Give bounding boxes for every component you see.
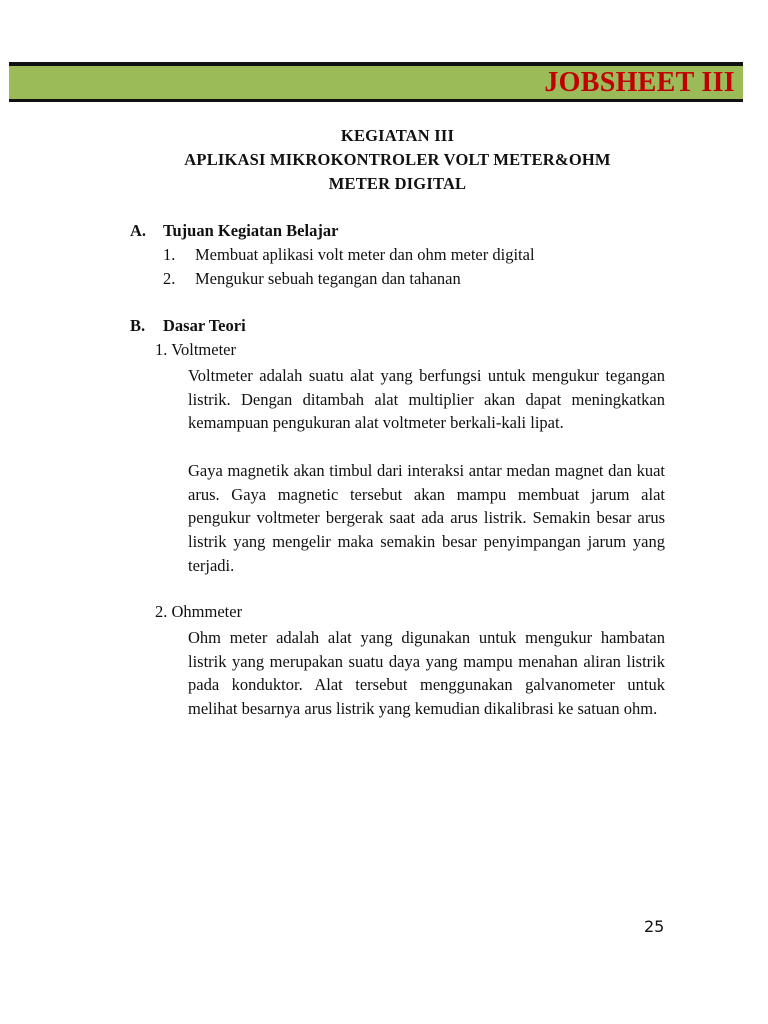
document-title-line1: APLIKASI MIKROKONTROLER VOLT METER&OHM [184,150,611,169]
activity-title: KEGIATAN III [340,126,455,145]
section-a-heading: Tujuan Kegiatan Belajar [163,221,339,240]
ohmmeter-paragraph-1: Ohm meter adalah alat yang digunakan untuk mengukur hambatan listrik yang merupakan suatu daya yang mampu menahan aliran listrik pada konduktor. Alat tersebut menggunakan galvanometer untuk melihat besarnya arus listrik yang kemudian dikalibrasi ke satuan ohm. [188,628,665,719]
voltmeter-paragraph-2: Gaya magnetik akan timbul dari interaksi antar medan magnet dan kuat arus. Gaya magnetic tersebut akan mampu membuat jarum alat pengukur voltmeter bergerak saat ada arus listrik. Semakin besar arus listrik yang mengelir maka semakin besar penyimpangan jarum yang terjadi. [188,461,665,575]
section-a-letter: A. [130,221,147,240]
subsection-voltmeter-label: 1. Voltmeter [155,340,236,359]
list-item-text: Mengukur sebuah tegangan dan tahanan [195,269,461,288]
section-b-heading: Dasar Teori [163,316,246,335]
header-title: JOBSHEET III [544,67,735,98]
page-number: 25 [644,917,665,936]
list-item-number: 1. [163,245,176,264]
list-item-number: 2. [163,269,176,288]
subsection-ohmmeter-label: 2. Ohmmeter [155,602,243,621]
section-b-letter: B. [130,316,146,335]
document-title-line2: METER DIGITAL [328,174,467,193]
header-band [9,66,743,102]
voltmeter-paragraph-1: Voltmeter adalah suatu alat yang berfungsi untuk mengukur tegangan listrik. Dengan ditambah alat multiplier akan dapat meningkatkan kemampuan pengukuran alat voltmeter berkali-kali lipat. [188,366,665,433]
list-item-text: Membuat aplikasi volt meter dan ohm meter digital [195,245,535,264]
